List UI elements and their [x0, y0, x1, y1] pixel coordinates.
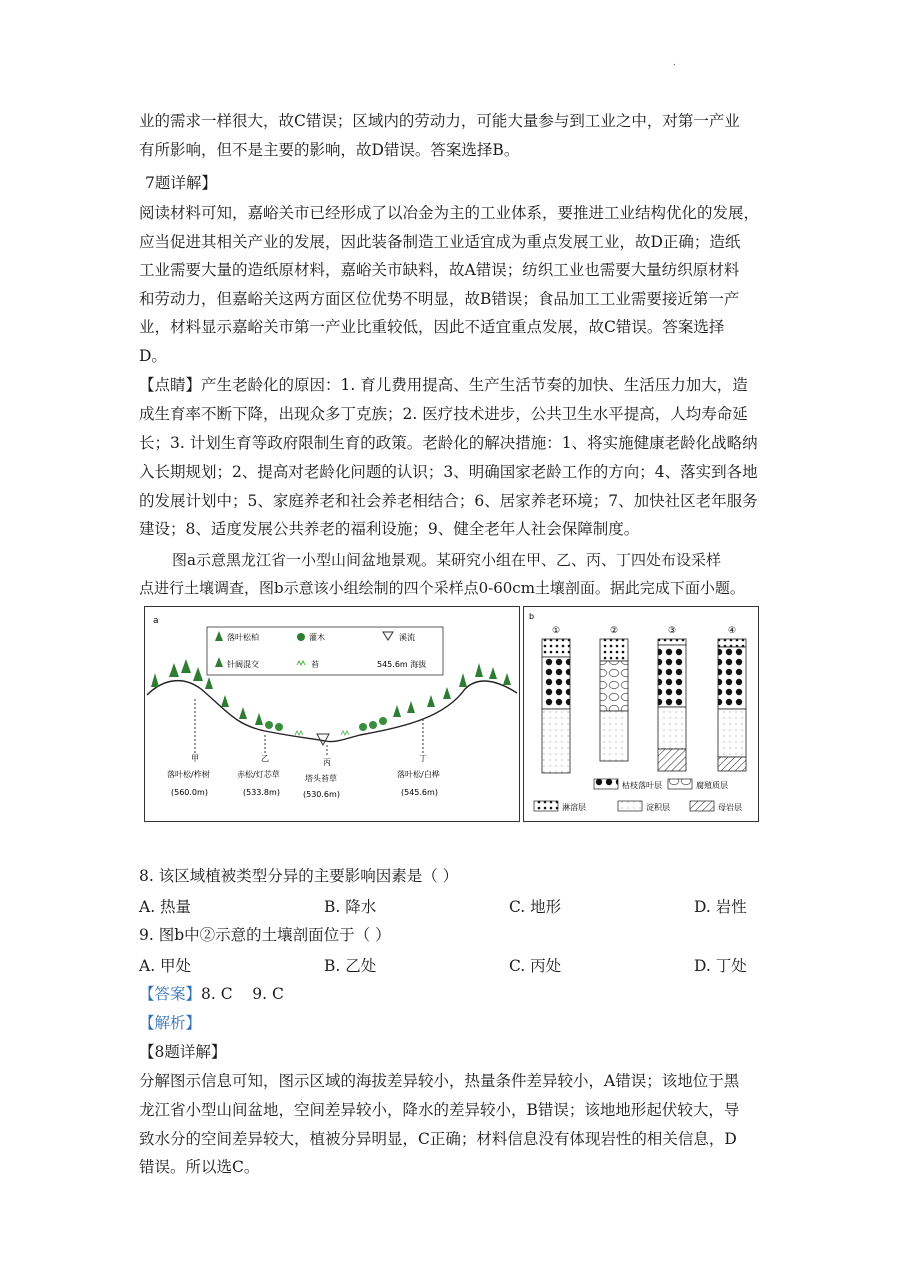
text-line: 的发展计划中；5、家庭养老和社会养老相结合；6、居家养老环境；7、加快社区老年服务	[139, 492, 758, 510]
q8-option-b: B. 降水	[324, 898, 377, 916]
site-jia-veg: 落叶松/柞树	[167, 770, 210, 779]
soil-profile-2	[600, 639, 628, 761]
text-line: 建设；8、适度发展公共养老的福利设施；9、健全老年人社会保障制度。	[139, 520, 640, 538]
detail8-line: 龙江省小型山间盆地，空间差异较小，降水的差异较小，B错误；该地地形起伏较大，导	[139, 1101, 740, 1119]
soil-profile-1	[542, 639, 570, 773]
site-bing-veg: 塔头苔草	[305, 774, 337, 783]
legend-conifer-label: 落叶松柏	[227, 633, 259, 642]
text-line: 业的需求一样很大，故C错误；区域内的劳动力，可能大量参与到工业之中，对第一产业	[139, 112, 740, 130]
intro-line: 图a示意黑龙江省一小型山间盆地景观。某研究小组在甲、乙、丙、丁四处布设采样	[172, 551, 721, 569]
legend-humus-label: 腐殖质层	[696, 781, 728, 790]
answer-line	[139, 980, 779, 1009]
column-4-label: ④	[728, 626, 737, 636]
q8-option-d: D. 岩性	[694, 898, 747, 916]
q8-option-a: A. 热量	[139, 898, 192, 916]
answer-text: 8. C 9. C	[201, 985, 284, 1003]
legend-mixed-label: 针阔混交	[227, 660, 259, 669]
figure-b	[523, 606, 759, 822]
q9-option-a: A. 甲处	[139, 957, 192, 975]
site-markers	[195, 699, 423, 757]
legend-illuvial-swatch	[618, 801, 642, 811]
legend-bedrock-label: 母岩层	[718, 803, 742, 812]
site-ding-veg: 落叶松/白桦	[397, 770, 440, 779]
site-jia: 甲	[191, 754, 199, 763]
section-heading: 7题详解】	[145, 174, 217, 192]
text-line: 阅读材料可知，嘉峪关市已经形成了以冶金为主的工业体系，要推进工业结构优化的发展，	[139, 204, 760, 222]
text-line: 工业需要大量的造纸原材料，嘉峪关市缺料，故A错误；纺织工业也需要大量纺织原材料	[139, 261, 740, 279]
site-bing: 丙	[323, 758, 331, 767]
legend-illuvial-label: 淀积层	[646, 803, 670, 812]
text-line: D。	[139, 347, 167, 365]
legend-eluvial-swatch	[534, 801, 558, 811]
legend-shrub-label: 灌木	[309, 633, 325, 642]
legend-stream-label: 溪流	[399, 633, 415, 642]
legend-bedrock-swatch	[690, 801, 714, 811]
corner-mark: .	[673, 58, 676, 68]
column-1-label: ①	[552, 626, 561, 636]
text-line: 和劳动力，但嘉峪关这两方面区位优势不明显，故B错误；食品加工工业需要接近第一产	[139, 290, 740, 308]
shrubs	[265, 717, 387, 731]
text-line: 有所影响，但不是主要的影响，故D错误。答案选择B。	[139, 141, 520, 159]
q9-option-d: D. 丁处	[694, 957, 747, 975]
text-line: 入长期规划；2、提高对老龄化问题的认识；3、明确国家老龄工作的方向；4、落实到各地	[139, 463, 758, 481]
q9-option-c: C. 丙处	[509, 957, 562, 975]
detail8-heading: 【8题详解】	[139, 1043, 227, 1061]
soil-profile-4	[718, 639, 746, 771]
column-2-label: ②	[610, 626, 619, 636]
figure-a	[144, 606, 520, 822]
site-yi: 乙	[261, 754, 269, 763]
site-bing-elev: (530.6m)	[303, 790, 340, 799]
panel-label-a: a	[153, 616, 159, 626]
terrain-profile	[147, 681, 517, 742]
detail8-line: 致水分的空间差异较大，植被分异明显，C正确；材料信息没有体现岩性的相关信息，D	[139, 1130, 737, 1148]
text-line: 【点睛】产生老龄化的原因：1. 育儿费用提高、生产生活节奏的加快、生活压力加大，造	[139, 376, 748, 394]
detail8-line: 分解图示信息可知，图示区域的海拔差异较小，热量条件差异较小，A错误；该地位于黑	[139, 1072, 740, 1090]
q9-option-b: B. 乙处	[324, 957, 377, 975]
question-8: 8. 该区域植被类型分异的主要影响因素是（ ）	[139, 867, 459, 885]
site-ding: 丁	[419, 754, 427, 763]
intro-line: 点进行土壤调查，图b示意该小组绘制的四个采样点0-60cm土壤剖面。据此完成下面小题。	[139, 579, 745, 597]
soil-profile-3	[658, 639, 686, 771]
answer-tag: 【答案】	[139, 985, 202, 1003]
legend-humus-swatch	[668, 779, 692, 789]
column-3-label: ③	[668, 626, 677, 636]
legend-litter-label: 枯枝落叶层	[622, 781, 662, 790]
text-line: 业，材料显示嘉峪关市第一产业比重较低，因此不适宜重点发展，故C错误。答案选择	[139, 318, 725, 336]
legend-shrub-icon	[297, 633, 305, 641]
question-9: 9. 图b中②示意的土壤剖面位于（ ）	[139, 926, 391, 944]
site-jia-elev: (560.0m)	[171, 788, 208, 797]
text-line: 应当促进其相关产业的发展，因此装备制造工业适宜成为重点发展工业，故D正确；造纸	[139, 233, 741, 251]
text-line: 成生育率不断下降，出现众多丁克族；2. 医疗技术进步，公共卫生水平提高，人均寿命延	[139, 405, 748, 423]
legend-sedge-label: 苔	[311, 660, 319, 669]
site-yi-elev: (533.8m)	[243, 788, 280, 797]
legend-litter-swatch	[594, 779, 618, 789]
text-line: 长；3. 计划生育等政府限制生育的政策。老龄化的解决措施：1、将实施健康老龄化战略纳	[139, 434, 758, 452]
site-yi-veg: 赤松/灯芯草	[237, 770, 280, 779]
analysis-tag: 【解析】	[139, 1014, 202, 1032]
q8-option-c: C. 地形	[509, 898, 562, 916]
detail8-line: 错误。所以选C。	[139, 1158, 260, 1176]
site-ding-elev: (545.6m)	[401, 788, 438, 797]
legend-elev-label: 545.6m 海拔	[377, 660, 427, 669]
legend-eluvial-label: 淋溶层	[562, 803, 586, 812]
panel-label-b: b	[529, 612, 535, 621]
